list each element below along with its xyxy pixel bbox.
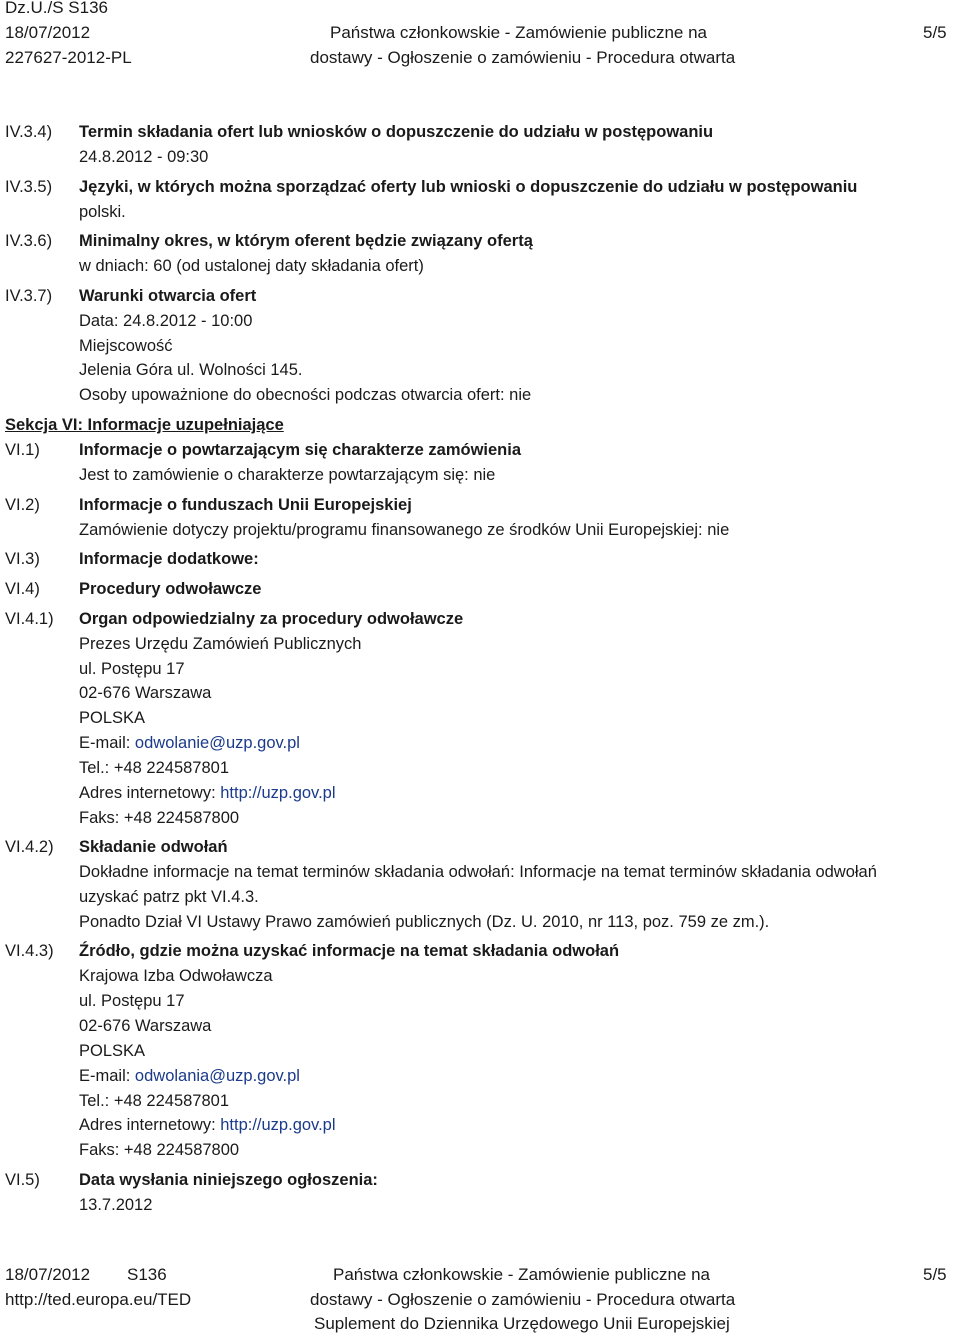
authorized-persons: Osoby upoważnione do obecności podczas otwarcia ofert: nie bbox=[79, 386, 532, 404]
footer-title-line3: Suplement do Dziennika Urzędowego Unii Europejskiej bbox=[314, 1314, 730, 1333]
opening-date: Data: 24.8.2012 - 10:00 bbox=[79, 312, 253, 330]
org-city: 02-676 Warszawa bbox=[79, 1017, 212, 1035]
website-link[interactable]: http://uzp.gov.pl bbox=[220, 784, 336, 802]
header-page-number: 5/5 bbox=[923, 23, 947, 42]
appeal-info-line: Dokładne informacje na temat terminów składania odwołań: Informacje na temat terminów składania odwołań bbox=[79, 863, 877, 881]
dispatch-date: 13.7.2012 bbox=[79, 1196, 153, 1214]
appeal-info-line: uzyskać patrz pkt VI.4.3. bbox=[79, 888, 259, 906]
org-phone: Tel.: +48 224587801 bbox=[79, 1092, 230, 1110]
org-web-line bbox=[79, 1115, 336, 1135]
header-date: 18/07/2012 bbox=[5, 23, 91, 42]
org-country: POLSKA bbox=[79, 709, 146, 727]
item-value: Jest to zamówienie o charakterze powtarzającym się: nie bbox=[79, 466, 496, 484]
footer-page-number: 5/5 bbox=[923, 1265, 947, 1284]
item-heading: Informacje o powtarzającym się charakterze zamówienia bbox=[79, 441, 522, 459]
item-number: VI.2) bbox=[5, 496, 40, 514]
item-value: w dniach: 60 (od ustalonej daty składania ofert) bbox=[79, 257, 424, 275]
footer-title-line1: Państwa członkowskie - Zamówienie publiczne na bbox=[333, 1265, 711, 1284]
email-link[interactable]: odwolanie@uzp.gov.pl bbox=[134, 734, 300, 752]
org-country: POLSKA bbox=[79, 1042, 146, 1060]
org-email-line bbox=[79, 733, 300, 753]
org-email-line bbox=[79, 1066, 300, 1086]
item-heading: Termin składania ofert lub wniosków o dopuszczenie do udziału w postępowaniu bbox=[79, 123, 714, 141]
org-fax: Faks: +48 224587800 bbox=[79, 1141, 240, 1159]
item-number: IV.3.6) bbox=[5, 232, 53, 250]
email-link[interactable]: odwolania@uzp.gov.pl bbox=[134, 1067, 300, 1085]
item-value: polski. bbox=[79, 203, 126, 221]
header-notice-id: 227627-2012-PL bbox=[5, 48, 132, 67]
item-number: VI.1) bbox=[5, 441, 40, 459]
section-title: Sekcja VI: Informacje uzupełniające bbox=[5, 416, 284, 434]
item-heading: Organ odpowiedzialny za procedury odwoławcze bbox=[79, 610, 464, 628]
item-number: VI.5) bbox=[5, 1171, 40, 1189]
item-heading: Źródło, gdzie można uzyskać informacje na temat składania odwołań bbox=[79, 942, 620, 960]
item-number: VI.4) bbox=[5, 580, 40, 598]
appeal-info-line: Ponadto Dział VI Ustawy Prawo zamówień publicznych (Dz. U. 2010, nr 113, poz. 759 ze zm.). bbox=[79, 913, 770, 931]
item-number: VI.4.3) bbox=[5, 942, 54, 960]
org-street: ul. Postępu 17 bbox=[79, 660, 185, 678]
item-heading: Minimalny okres, w którym oferent będzie związany ofertą bbox=[79, 232, 533, 250]
footer-title-line2: dostawy - Ogłoszenie o zamówieniu - Procedura otwarta bbox=[310, 1290, 736, 1309]
item-value: Zamówienie dotyczy projektu/programu finansowanego ze środków Unii Europejskiej: nie bbox=[79, 521, 730, 539]
footer-issue: S136 bbox=[127, 1265, 167, 1284]
org-street: ul. Postępu 17 bbox=[79, 992, 185, 1010]
header-title-line1: Państwa członkowskie - Zamówienie publiczne na bbox=[330, 23, 708, 42]
org-name: Prezes Urzędu Zamówień Publicznych bbox=[79, 635, 362, 653]
header-title-line2: dostawy - Ogłoszenie o zamówieniu - Procedura otwarta bbox=[310, 48, 736, 67]
item-number: VI.4.1) bbox=[5, 610, 54, 628]
org-web-line bbox=[79, 783, 336, 803]
item-heading: Składanie odwołań bbox=[79, 838, 228, 856]
web-label: Adres internetowy: bbox=[79, 784, 221, 802]
item-heading: Języki, w których można sporządzać oferty lub wnioski o dopuszczenie do udziału w postępowaniu bbox=[79, 178, 858, 196]
email-label: E-mail: bbox=[79, 1067, 135, 1085]
org-phone: Tel.: +48 224587801 bbox=[79, 759, 230, 777]
item-heading: Informacje dodatkowe: bbox=[79, 550, 259, 568]
org-fax: Faks: +48 224587800 bbox=[79, 809, 240, 827]
org-city: 02-676 Warszawa bbox=[79, 684, 212, 702]
place-label: Miejscowość bbox=[79, 337, 173, 355]
email-label: E-mail: bbox=[79, 734, 135, 752]
web-label: Adres internetowy: bbox=[79, 1116, 221, 1134]
item-number: IV.3.4) bbox=[5, 123, 53, 141]
item-value: 24.8.2012 - 09:30 bbox=[79, 148, 209, 166]
item-number: VI.3) bbox=[5, 550, 40, 568]
footer-url: http://ted.europa.eu/TED bbox=[5, 1290, 192, 1309]
header-doc-ref: Dz.U./S S136 bbox=[5, 0, 108, 17]
item-number: VI.4.2) bbox=[5, 838, 54, 856]
item-heading: Warunki otwarcia ofert bbox=[79, 287, 257, 305]
item-heading: Informacje o funduszach Unii Europejskiej bbox=[79, 496, 412, 514]
item-number: IV.3.5) bbox=[5, 178, 53, 196]
item-heading: Data wysłania niniejszego ogłoszenia: bbox=[79, 1171, 378, 1189]
place-value: Jelenia Góra ul. Wolności 145. bbox=[79, 361, 303, 379]
org-name: Krajowa Izba Odwoławcza bbox=[79, 967, 273, 985]
item-number: IV.3.7) bbox=[5, 287, 53, 305]
footer-date: 18/07/2012 bbox=[5, 1265, 91, 1284]
item-heading: Procedury odwoławcze bbox=[79, 580, 262, 598]
website-link[interactable]: http://uzp.gov.pl bbox=[220, 1116, 336, 1134]
